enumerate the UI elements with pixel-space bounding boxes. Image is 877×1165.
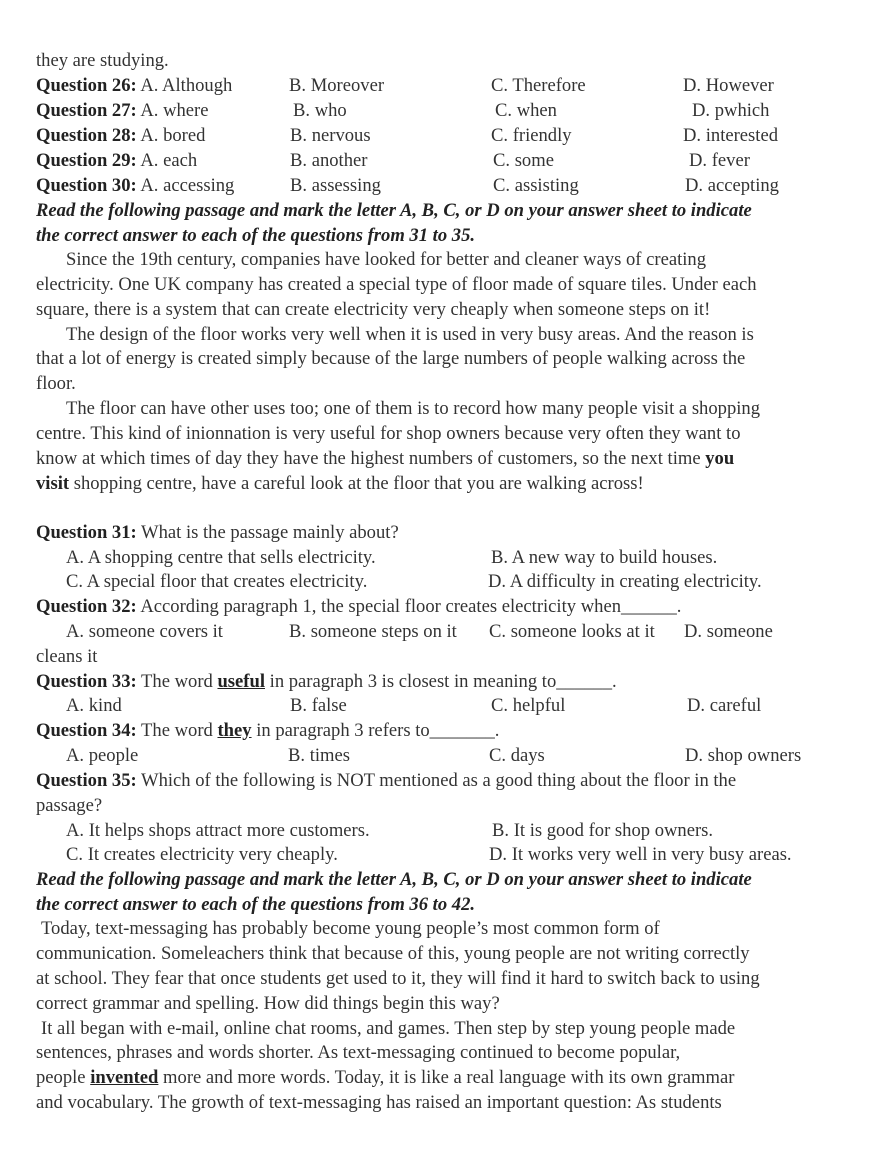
instruction-line: Read the following passage and mark the letter A, B, C, or D on your answer sheet to indicate bbox=[36, 200, 752, 221]
question-label: Question 33: bbox=[36, 671, 137, 692]
instruction-line: the correct answer to each of the questions from 31 to 35. bbox=[36, 225, 476, 246]
bold-word: you bbox=[705, 448, 735, 469]
question-label: Question 31: bbox=[36, 522, 137, 543]
passage-line: Since the 19th century, companies have looked for better and cleaner ways of creating bbox=[66, 249, 707, 270]
option-a[interactable]: A. Although bbox=[140, 75, 233, 96]
option-d[interactable]: D. someone bbox=[684, 621, 773, 642]
passage-line: that a lot of energy is created simply because of the large numbers of people walking across the bbox=[36, 348, 746, 369]
option-a[interactable]: A. It helps shops attract more customers. bbox=[66, 820, 370, 841]
option-c[interactable]: C. helpful bbox=[491, 695, 566, 716]
passage-line: visit shopping centre, have a careful look at the floor that you are walking across! bbox=[36, 473, 644, 494]
option-b[interactable]: B. another bbox=[290, 150, 368, 171]
option-a[interactable]: A. bored bbox=[140, 125, 206, 146]
question-label: Question 35: bbox=[36, 770, 137, 791]
passage-line: electricity. One UK company has created a special type of floor made of square tiles. Under each bbox=[36, 274, 757, 295]
option-b[interactable]: B. It is good for shop owners. bbox=[492, 820, 714, 841]
option-c[interactable]: C. assisting bbox=[493, 175, 579, 196]
option-c[interactable]: C. Therefore bbox=[491, 75, 586, 96]
question-stem: Which of the following is NOT mentioned as a good thing about the floor in the bbox=[136, 770, 737, 791]
question-label: Question 32: bbox=[36, 596, 137, 617]
question-stem: What is the passage mainly about? bbox=[136, 522, 399, 543]
question-label: Question 30: bbox=[36, 175, 137, 196]
option-c[interactable]: C. A special floor that creates electricity. bbox=[66, 571, 368, 592]
option-c[interactable]: C. when bbox=[495, 100, 557, 121]
option-d-continued[interactable]: cleans it bbox=[36, 646, 98, 667]
option-a[interactable]: A. people bbox=[66, 745, 139, 766]
option-d[interactable]: D. fever bbox=[689, 150, 750, 171]
bold-word: visit bbox=[36, 473, 70, 494]
passage-line: sentences, phrases and words shorter. As text-messaging continued to become popular, bbox=[36, 1042, 681, 1063]
option-a[interactable]: A. each bbox=[140, 150, 198, 171]
option-a[interactable]: A. where bbox=[140, 100, 209, 121]
question-stem: According paragraph 1, the special floor creates electricity when______. bbox=[136, 596, 682, 617]
question-label: Question 28: bbox=[36, 125, 137, 146]
passage-line: floor. bbox=[36, 373, 76, 394]
passage-line: The floor can have other uses too; one of them is to record how many people visit a shopping bbox=[66, 398, 760, 419]
underlined-keyword: invented bbox=[90, 1067, 159, 1088]
passage-line: people invented more and more words. Today, it is like a real language with its own grammar bbox=[36, 1067, 735, 1088]
option-a[interactable]: A. A shopping centre that sells electricity. bbox=[66, 547, 376, 568]
passage-line: know at which times of day they have the highest numbers of customers, so the next time you bbox=[36, 448, 735, 469]
underlined-keyword: useful bbox=[217, 671, 265, 692]
option-c[interactable]: C. days bbox=[489, 745, 545, 766]
passage-line: Today, text-messaging has probably become young people’s most common form of bbox=[41, 918, 660, 939]
option-a[interactable]: A. accessing bbox=[140, 175, 235, 196]
option-d[interactable]: D. interested bbox=[683, 125, 779, 146]
passage-tail-line: they are studying. bbox=[36, 50, 169, 71]
question-stem-continued: passage? bbox=[36, 795, 103, 816]
document-page: they are studying. Question 26: A. Although B. Moreover C. Therefore D. However Question 27: A. where B. who C. when D. pwhich Question 28: A. bored B. nervous C. friendly D. interested Question 29: A. each B. another C. some D. fever Question 30: A. accessing B. assessing C. assisting D. accepting Read the following passage and mark the letter A, B, C, or D on your answer sheet to indicate the correct answer to each of the questions from 31 to 35. Since the 19th century, companies have looked for better and cleaner ways of creating electricity. One UK company has created a special type of floor made of square tiles. Under each square, there is a system that can create electricity very cheaply when someone steps on it! The design of the floor works very well when it is used in very busy areas. And the reason is that a lot of energy is created simply because of the large numbers of people walking across the floor. The floor can have other uses too; one of them is to record how many people visit a shopping centre. This kind of inionnation is very useful for shop owners because very often they want to know at which times of day they have the highest numbers of customers, so the next time you visit shopping centre, have a careful look at the floor that you are walking across! Question 31: What is the passage mainly about? A. A shopping centre that sells electricity. B. A new way to build houses. C. A special floor that creates electricity. D. A difficulty in creating electricity. Question 32: According paragraph 1, the special floor creates electricity when______. A. someone covers it B. someone steps on it C. someone looks at it D. someone cleans it Question 33: The word useful in paragraph 3 is closest in meaning to______. A. kind B. false C. helpful D. careful Question 34: The word they in paragraph 3 refers to_______. A. people B. times C. days D. shop owners Question 35: Which of the following is NOT mentioned as a good thing about the floor in the passage? A. It helps shops attract more customers. B. It is good for shop owners. C. It creates electricity very cheaply. D. It works very well in very busy areas. Read the following passage and mark the letter A, B, C, or D on your answer sheet to indicate the correct answer to each of the questions from 36 to 42. Today, text-messaging has probably become young people’s most common form of communication. Someleachers think that because of this, young people are not writing correctly at school. They fear that once students get used to it, they will find it hard to switch back to using correct grammar and spelling. How did things begin this way? It all began with e-mail, online chat rooms, and games. Then step by step young people made sentences, phrases and words shorter. As text-messaging continued to become popular, people invented more and more words. Today, it is like a real language with its own grammar and vocabulary. The growth of text-messaging has raised an important question: As students bbox=[36, 50, 802, 1113]
passage-line: and vocabulary. The growth of text-messaging has raised an important question: As students bbox=[36, 1092, 722, 1113]
option-c[interactable]: C. It creates electricity very cheaply. bbox=[66, 844, 338, 865]
option-a[interactable]: A. kind bbox=[66, 695, 122, 716]
option-b[interactable]: B. times bbox=[288, 745, 350, 766]
passage-line: at school. They fear that once students get used to it, they will find it hard to switch back to using bbox=[36, 968, 760, 989]
passage-line: The design of the floor works very well when it is used in very busy areas. And the reason is bbox=[66, 324, 754, 345]
option-d[interactable]: D. careful bbox=[687, 695, 762, 716]
instruction-line: Read the following passage and mark the letter A, B, C, or D on your answer sheet to indicate bbox=[36, 869, 752, 890]
question-label: Question 34: bbox=[36, 720, 137, 741]
passage-line: centre. This kind of inionnation is very useful for shop owners because very often they want to bbox=[36, 423, 741, 444]
option-b[interactable]: B. someone steps on it bbox=[289, 621, 457, 642]
option-c[interactable]: C. someone looks at it bbox=[489, 621, 655, 642]
option-d[interactable]: D. It works very well in very busy areas. bbox=[489, 844, 792, 865]
option-d[interactable]: D. shop owners bbox=[685, 745, 802, 766]
instruction-line: the correct answer to each of the questions from 36 to 42. bbox=[36, 894, 476, 915]
option-b[interactable]: B. nervous bbox=[290, 125, 371, 146]
option-d[interactable]: D. However bbox=[683, 75, 774, 96]
option-d[interactable]: D. A difficulty in creating electricity. bbox=[488, 571, 762, 592]
option-b[interactable]: B. Moreover bbox=[289, 75, 385, 96]
option-b[interactable]: B. who bbox=[293, 100, 347, 121]
question-label: Question 27: bbox=[36, 100, 137, 121]
passage-line: It all began with e-mail, online chat rooms, and games. Then step by step young people made bbox=[41, 1018, 736, 1039]
option-a[interactable]: A. someone covers it bbox=[66, 621, 223, 642]
question-label: Question 26: bbox=[36, 75, 137, 96]
option-c[interactable]: C. friendly bbox=[491, 125, 572, 146]
option-b[interactable]: B. A new way to build houses. bbox=[491, 547, 718, 568]
question-label: Question 29: bbox=[36, 150, 137, 171]
underlined-keyword: they bbox=[217, 720, 252, 741]
option-d[interactable]: D. pwhich bbox=[692, 100, 770, 121]
option-c[interactable]: C. some bbox=[493, 150, 554, 171]
passage-line: communication. Someleachers think that because of this, young people are not writing correctly bbox=[36, 943, 750, 964]
option-b[interactable]: B. assessing bbox=[290, 175, 381, 196]
passage-line: correct grammar and spelling. How did things begin this way? bbox=[36, 993, 500, 1014]
option-d[interactable]: D. accepting bbox=[685, 175, 779, 196]
passage-line: square, there is a system that can create electricity very cheaply when someone steps on it! bbox=[36, 299, 711, 320]
option-b[interactable]: B. false bbox=[290, 695, 347, 716]
